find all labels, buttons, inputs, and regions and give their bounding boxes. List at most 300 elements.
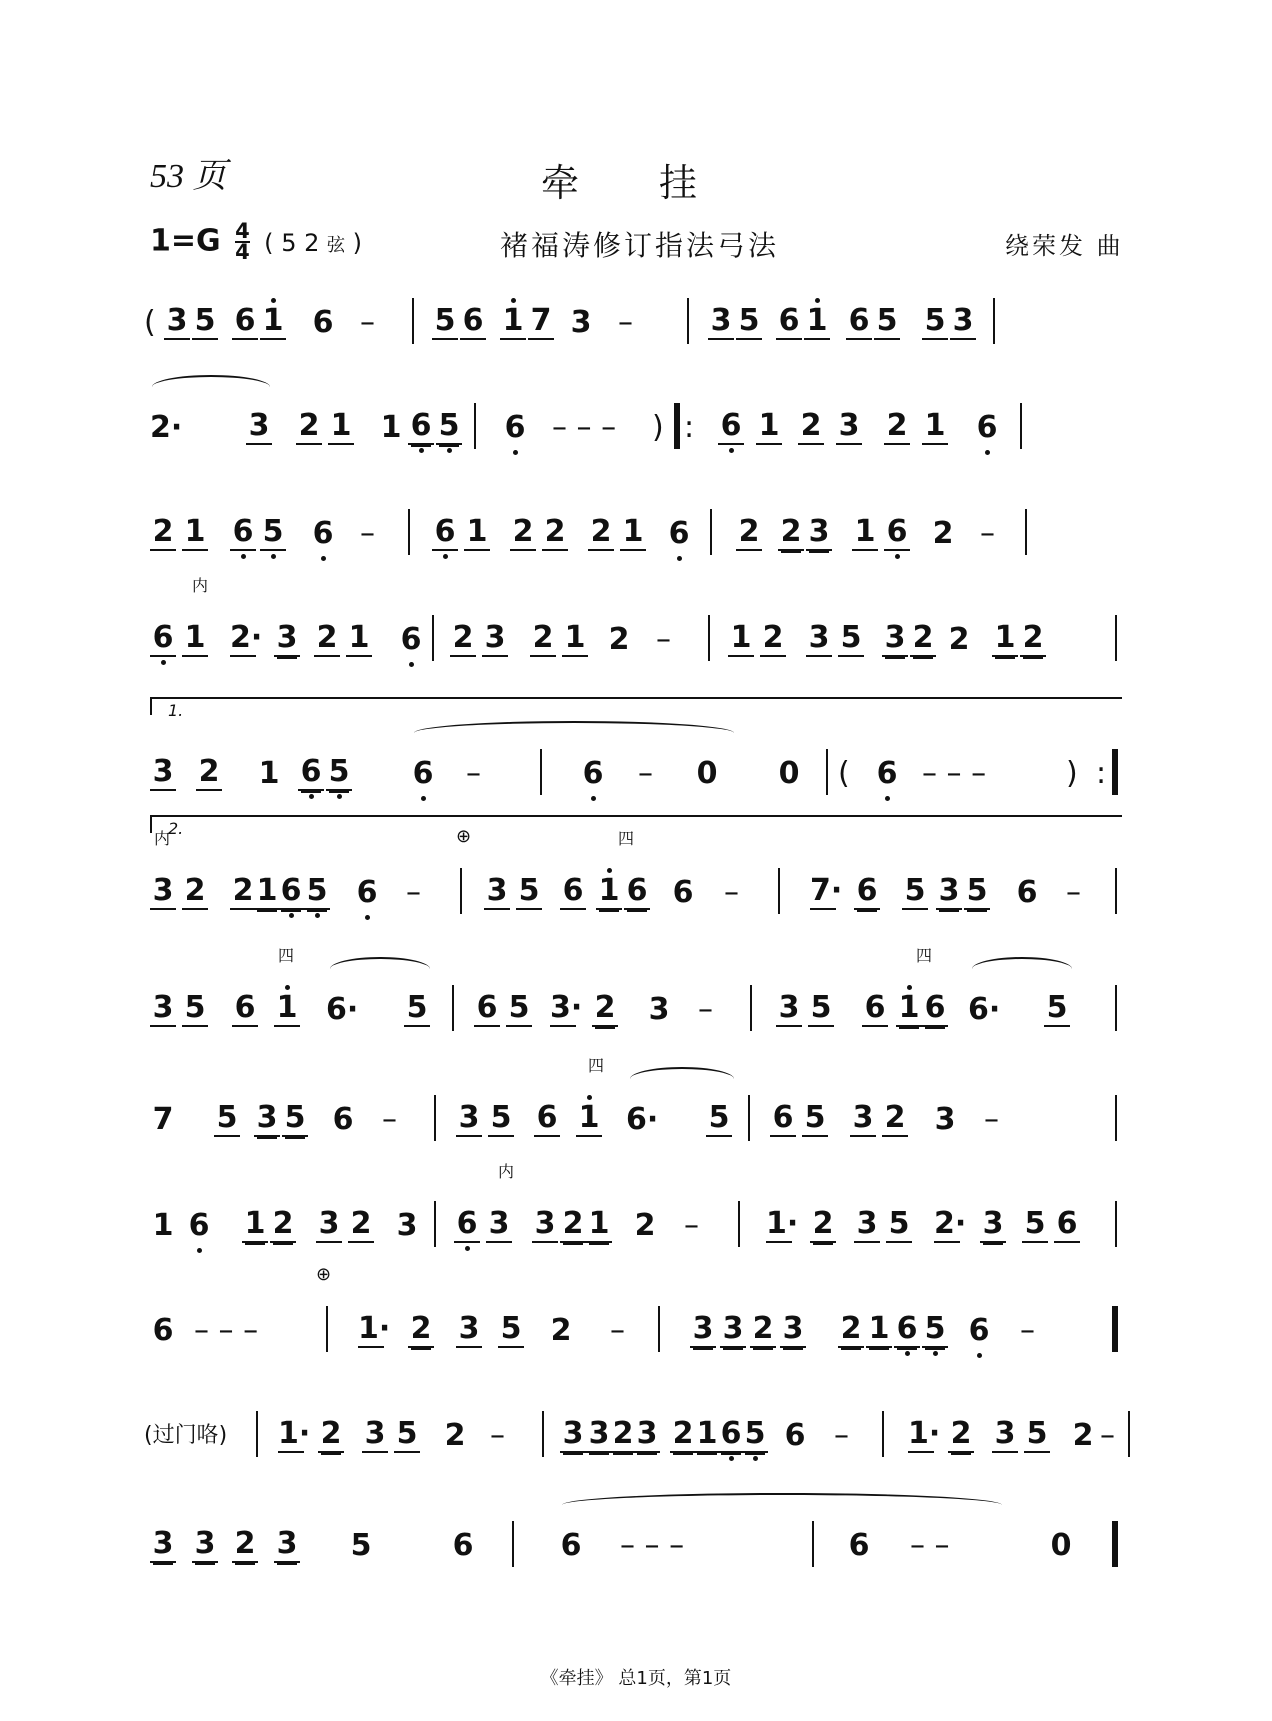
note: 1 (728, 621, 754, 657)
note: 5 (516, 874, 542, 910)
dash: – (698, 992, 713, 1027)
note: 3 (482, 621, 508, 657)
note: 5 (736, 304, 762, 340)
dash: – (834, 1418, 849, 1453)
note: 5 (706, 1101, 732, 1137)
dash: – (382, 1102, 397, 1137)
note: 7 (528, 304, 554, 340)
note: 6 (784, 1418, 806, 1453)
note: 1 (380, 410, 402, 445)
final-barline (1112, 1521, 1118, 1567)
note: 5 (432, 304, 458, 340)
score-row-5 (150, 731, 1130, 791)
dash: – (638, 756, 653, 791)
note: 3 (648, 992, 670, 1027)
dash: – – – (194, 1313, 259, 1348)
barline (708, 615, 710, 661)
note: 5 (192, 304, 218, 340)
note: 6 (966, 1314, 992, 1348)
note: 6 (894, 1312, 920, 1348)
note: 6 (298, 755, 324, 791)
note: 2 (150, 515, 176, 551)
annotation-nei: 内 (498, 1162, 515, 1181)
note: 1 (922, 409, 948, 445)
note: 3 (150, 1527, 176, 1563)
string-tuning (264, 229, 362, 257)
note: 2 (510, 515, 536, 551)
note: 1 (562, 621, 588, 657)
note: 6 (310, 517, 336, 551)
tie (562, 1493, 1002, 1505)
note: 5 (404, 991, 430, 1027)
note: 7· (810, 873, 843, 908)
note: 2 (542, 515, 568, 551)
note: 6 (580, 757, 606, 791)
note: 5 (498, 1312, 524, 1348)
slur (152, 375, 270, 387)
note: 1 (152, 1208, 174, 1243)
note: 2 (932, 516, 954, 551)
note: 5 (506, 991, 532, 1027)
note: 3 (362, 1417, 388, 1453)
note: 2 (348, 1207, 374, 1243)
barline (812, 1521, 814, 1567)
note: 3 (150, 991, 176, 1027)
section-end (1112, 1306, 1118, 1352)
dash: – (684, 1208, 699, 1243)
note: 5 (1022, 1207, 1048, 1243)
note: 1 (852, 515, 878, 551)
note: 3 (484, 874, 510, 910)
volta-second-ending (150, 815, 1122, 838)
note: 3 (150, 755, 176, 791)
note: 6 (410, 757, 436, 791)
annotation-si: 四 (618, 829, 635, 848)
song-title: 牵 挂 (540, 161, 732, 205)
barline (540, 749, 542, 795)
dash: – – (910, 1528, 950, 1563)
note: 5 (964, 874, 990, 910)
barline (993, 298, 995, 344)
note: 6 (874, 757, 900, 791)
barline (658, 1306, 660, 1352)
note: 1 (992, 621, 1018, 657)
note: 6 (502, 411, 528, 445)
barline (738, 1201, 740, 1247)
note: 2 (588, 515, 614, 551)
note: 6 (354, 876, 380, 910)
note: 2 (948, 1417, 974, 1453)
key-signature (150, 219, 363, 264)
note: 3 (934, 1102, 956, 1137)
score-row-10 (150, 1264, 1130, 1348)
volta-2-label: 2. (168, 819, 184, 838)
tie (414, 721, 734, 733)
note: 1· (766, 1206, 799, 1241)
note: 6 (460, 304, 486, 340)
note: 2 (670, 1417, 696, 1453)
note: 6 (230, 515, 256, 551)
note: 3 (246, 409, 272, 445)
note: 2 (560, 1207, 586, 1243)
note: 6 (474, 991, 500, 1027)
barline (542, 1411, 544, 1457)
barline (1115, 985, 1117, 1031)
dash: – (1066, 875, 1081, 910)
note: 2 (882, 1101, 908, 1137)
time-signature (235, 219, 250, 264)
note: 1 (254, 874, 280, 910)
note: 5 (436, 409, 462, 445)
note: 1 (242, 1207, 268, 1243)
note: 5 (1024, 1417, 1050, 1453)
barline (1115, 1095, 1117, 1141)
note: 3 (776, 991, 802, 1027)
note: 1 (182, 621, 208, 657)
note: 6 (884, 515, 910, 551)
volta-1-label: 1. (168, 701, 184, 720)
repeat-dots: : (684, 410, 695, 445)
note: 3 (936, 874, 962, 910)
note: 3 (708, 304, 734, 340)
note: 0 (778, 756, 800, 791)
note: 1 (866, 1312, 892, 1348)
score-row-7 (150, 946, 1130, 1027)
note: 6 (452, 1528, 474, 1563)
note: 5 (214, 1101, 240, 1137)
note: 2 (592, 991, 618, 1027)
annotation-si: 四 (278, 946, 295, 965)
note: 6 (560, 1528, 582, 1563)
tie (330, 957, 430, 969)
dash: – – – (922, 756, 987, 791)
note: 6 (1054, 1207, 1080, 1243)
note: 1 (182, 515, 208, 551)
dash: – (360, 516, 375, 551)
note: 5 (902, 874, 928, 910)
note: 2 (232, 1527, 258, 1563)
note: 1 (346, 621, 372, 657)
note: 2 (798, 409, 824, 445)
note: 2 (444, 1418, 466, 1453)
note: 2 (760, 621, 786, 657)
note: 3 (274, 621, 300, 657)
time-bottom: 4 (235, 240, 250, 264)
page-footer: 《牵挂》 总1页，第1页 (540, 1668, 732, 1689)
note: 5 (304, 874, 330, 910)
reviser-credit: 褚福涛修订指法弓法 (500, 229, 780, 262)
note: 1 (896, 991, 922, 1027)
note: 2 (270, 1207, 296, 1243)
note: 2 (610, 1417, 636, 1453)
volta-first-ending (150, 697, 1122, 720)
note: 2 (810, 1207, 836, 1243)
score-row-12 (150, 1503, 1130, 1563)
note: 6 (332, 1102, 354, 1137)
note: 5 (922, 1312, 948, 1348)
note: 6 (150, 621, 176, 657)
note: 3 (192, 1527, 218, 1563)
note: 5 (394, 1417, 420, 1453)
barline (434, 1201, 436, 1247)
note: 1 (694, 1417, 720, 1453)
note: 6 (534, 1101, 560, 1137)
note: 1· (278, 1416, 311, 1451)
note: 1 (328, 409, 354, 445)
note: 5 (282, 1101, 308, 1137)
note: 1 (596, 874, 622, 910)
note: 1 (260, 304, 286, 340)
barline (432, 615, 434, 661)
note: 3 (882, 621, 908, 657)
tuning-open: ( (264, 228, 274, 257)
barline (1115, 615, 1117, 661)
annotation-nei: 内 (192, 576, 209, 595)
repeat-start (674, 403, 680, 449)
note: 6 (278, 874, 304, 910)
key-label: 1=G (150, 223, 221, 259)
coda-sign: ⊕ (316, 1264, 332, 1285)
note: 1 (258, 756, 280, 791)
note: 1· (358, 1311, 391, 1346)
dash: – (1020, 1313, 1035, 1348)
note: 2 (318, 1417, 344, 1453)
barline (512, 1521, 514, 1567)
note: 3 (396, 1208, 418, 1243)
note: 6· (326, 992, 359, 1027)
note: 3 (806, 515, 832, 551)
note: 1· (908, 1416, 941, 1451)
dash: – (360, 305, 375, 340)
note: 3 (806, 621, 832, 657)
note: 6 (666, 517, 692, 551)
note: 2 (884, 409, 910, 445)
note: 6 (398, 623, 424, 657)
dash: – (984, 1102, 999, 1137)
note: 0 (696, 756, 718, 791)
note: 2 (608, 622, 630, 657)
note: 6 (974, 411, 1000, 445)
interlude-label: (过门咯) (144, 1423, 228, 1448)
barline (826, 749, 828, 795)
dash: – (618, 305, 633, 340)
annotation-si: 四 (588, 1056, 605, 1075)
barline (412, 298, 414, 344)
barline (687, 298, 689, 344)
note: 2 (450, 621, 476, 657)
note: 6 (1016, 875, 1038, 910)
note: 1 (804, 304, 830, 340)
note: 3 (850, 1101, 876, 1137)
barline (1115, 1201, 1117, 1247)
barline (750, 985, 752, 1031)
barline (748, 1095, 750, 1141)
note: 3 (532, 1207, 558, 1243)
note: 5 (802, 1101, 828, 1137)
annotation-si: 四 (916, 946, 933, 965)
note: 6 (862, 991, 888, 1027)
note: 6 (770, 1101, 796, 1137)
note: 6 (454, 1207, 480, 1243)
dash: – (656, 622, 671, 657)
note: 2 (1020, 621, 1046, 657)
note: 5 (182, 991, 208, 1027)
note: 2 (296, 409, 322, 445)
note: 3 (570, 305, 592, 340)
note: 3 (836, 409, 862, 445)
note: 6· (626, 1102, 659, 1137)
note: 6 (312, 305, 334, 340)
dash: – (724, 875, 739, 910)
note: 1 (586, 1207, 612, 1243)
note: 5 (1044, 991, 1070, 1027)
note: 6 (432, 515, 458, 551)
paren-close: ) (652, 410, 664, 445)
note: 6 (854, 874, 880, 910)
score-row-2 (150, 385, 1130, 445)
time-top: 4 (235, 219, 250, 243)
score-row-6 (150, 826, 1130, 910)
note: 3 (780, 1312, 806, 1348)
score-row-11 (144, 1393, 1130, 1453)
note: 5 (838, 621, 864, 657)
score-row-4 (150, 576, 1130, 657)
note: 3 (456, 1101, 482, 1137)
barline (474, 403, 476, 449)
note: 6 (718, 1417, 744, 1453)
paren-open: ( (838, 756, 850, 791)
dash: – (610, 1313, 625, 1348)
note: 6 (718, 409, 744, 445)
note: 5 (922, 304, 948, 340)
note: 0 (1050, 1528, 1072, 1563)
score-row-1 (144, 280, 1130, 340)
note: 2 (948, 622, 970, 657)
score-row-9 (150, 1162, 1130, 1243)
repeat-dots: : (1096, 756, 1107, 791)
barline (710, 509, 712, 555)
note: 3 (720, 1312, 746, 1348)
note: 6 (848, 1528, 870, 1563)
note: 2 (778, 515, 804, 551)
note: 1 (274, 991, 300, 1027)
note: 3 (690, 1312, 716, 1348)
barline (1025, 509, 1027, 555)
barline (434, 1095, 436, 1141)
note: 3 (456, 1312, 482, 1348)
note: 3· (550, 990, 583, 1025)
note: 6 (408, 409, 434, 445)
note: 1 (500, 304, 526, 340)
coda-sign: ⊕ (456, 826, 472, 847)
note: 2 (750, 1312, 776, 1348)
tuning-close: ) (352, 228, 363, 257)
dash: – (490, 1418, 505, 1453)
note: 2 (408, 1312, 434, 1348)
note: 3 (560, 1417, 586, 1453)
tie (630, 1067, 734, 1079)
note: 2 (838, 1312, 864, 1348)
dash: – – – (620, 1528, 685, 1563)
note: 6 (624, 874, 650, 910)
tuning-notes: 5 2 (281, 228, 320, 257)
note: 6 (776, 304, 802, 340)
note: 2· (230, 620, 263, 655)
note: 6 (232, 304, 258, 340)
note: 3 (586, 1417, 612, 1453)
note: 2· (934, 1206, 967, 1241)
note: 1 (620, 515, 646, 551)
note: 3 (854, 1207, 880, 1243)
barline (326, 1306, 328, 1352)
note: 2 (910, 621, 936, 657)
repeat-end (1112, 749, 1118, 795)
note: 2 (230, 874, 256, 910)
note: 6 (152, 1313, 174, 1348)
note: 3 (980, 1207, 1006, 1243)
barline (882, 1411, 884, 1457)
score-row-8 (150, 1056, 1130, 1137)
note: 6 (922, 991, 948, 1027)
tie (972, 957, 1072, 969)
dash: – (466, 756, 481, 791)
note: 2 (314, 621, 340, 657)
paren-close: ) (1066, 756, 1078, 791)
note: 2 (1072, 1418, 1094, 1453)
note: 6 (232, 991, 258, 1027)
note: 3 (150, 874, 176, 910)
note: 5 (742, 1417, 768, 1453)
note: 3 (992, 1417, 1018, 1453)
note: 3 (486, 1207, 512, 1243)
note: 3 (254, 1101, 280, 1137)
note: 6 (560, 874, 586, 910)
note: 1 (576, 1101, 602, 1137)
note: 5 (260, 515, 286, 551)
note: 5 (326, 755, 352, 791)
composer-credit: 绕荣发 曲 (1005, 232, 1124, 260)
note: 5 (874, 304, 900, 340)
note: 5 (350, 1528, 372, 1563)
barline (1128, 1411, 1130, 1457)
barline (256, 1411, 258, 1457)
dash: – (406, 875, 421, 910)
note: 1 (464, 515, 490, 551)
barline (408, 509, 410, 555)
note: 2 (182, 874, 208, 910)
note: 3 (274, 1527, 300, 1563)
note: 3 (316, 1207, 342, 1243)
note: 7 (152, 1102, 174, 1137)
barline (460, 868, 462, 914)
note: 3 (164, 304, 190, 340)
note: 6 (672, 875, 694, 910)
note: 5 (808, 991, 834, 1027)
dash: – (1100, 1418, 1115, 1453)
note: 6 (846, 304, 872, 340)
barline (1020, 403, 1022, 449)
dash: – (980, 516, 995, 551)
tuning-label: 弦 (327, 234, 345, 256)
barline (452, 985, 454, 1031)
note: 2· (150, 410, 183, 445)
annotation-nei: 内 (154, 829, 171, 848)
page-number: 53 页 (150, 158, 227, 195)
dash: – – – (552, 410, 617, 445)
note: 2 (634, 1208, 656, 1243)
note: 2 (736, 515, 762, 551)
note: 3 (950, 304, 976, 340)
